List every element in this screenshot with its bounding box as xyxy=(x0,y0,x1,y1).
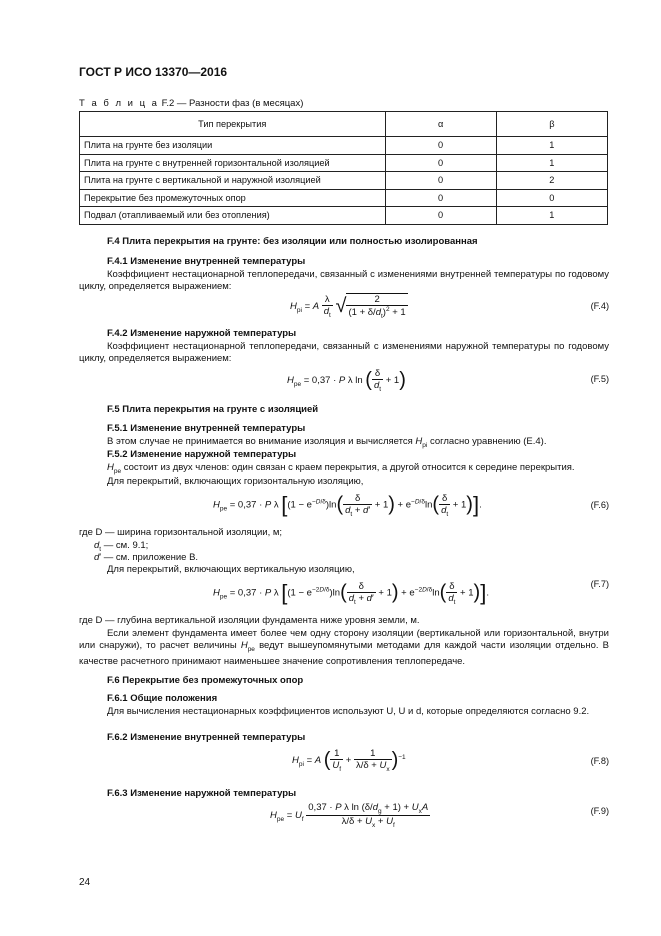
table-cell: 2 xyxy=(496,172,607,190)
formula-f9: $H_{pe} = U_f$ $\frac{0,37 \cdot P \lambda \ln (\delta/d_g + 1) + U_xA}{\lambda/\delta + U_x + U_f}$ xyxy=(270,802,429,829)
subsection-heading-f52: F.5.2 Изменение наружной температуры xyxy=(107,449,297,460)
paragraph-f41: Коэффициент нестационарной теплопередачи, связанный с изменениями внутренней температуры по годовому циклу, определяется выражением: xyxy=(79,269,609,292)
equation-number: (F.5) xyxy=(590,374,609,384)
equation-number: (F.4) xyxy=(590,301,609,311)
table-row xyxy=(80,207,608,225)
phase-difference-table xyxy=(79,111,608,225)
paragraph-f52-4: Если элемент фундамента имеет более чем одну сторону изоляции (вертикальной или горизонтальной, внутри или снаружи), то расчет величины $H_{pe}$ ведут вышеупомянутыми методами для каждой части изоляции отдельно. В качестве расчетного принимают наименьшее значение сопротивления теплопередаче. xyxy=(79,628,609,667)
table-cell: Плита на грунте с вертикальной и наружной изоляцией xyxy=(80,172,386,190)
where-clause-dt: $d_t$ — см. 9.1; xyxy=(94,540,149,553)
table-cell: Подвал (отапливаемый или без отопления) xyxy=(80,207,386,225)
where-clause-dt-text: — см. 9.1; xyxy=(101,540,149,551)
equation-number: (F.7) xyxy=(590,579,609,589)
section-heading-f6: F.6 Перекрытие без промежуточных опор xyxy=(107,675,304,686)
table-row xyxy=(80,172,608,190)
equation-number: (F.6) xyxy=(590,500,609,510)
paragraph-f51-text-b: согласно уравнению (Е.4). xyxy=(427,436,547,447)
formula-f7: $H_{pe} = 0,37 \cdot P$ λ [$(1 - e^{-2D/\delta})\ln$( $\frac{\delta}{d_t + d'}$ + $1) + e^{-2D/\delta}\ln$( $\frac{\delta}{d_t}$ + 1)]. xyxy=(213,580,489,606)
table-row xyxy=(80,189,608,207)
paragraph-f51-text-a: В этом случае не принимается во внимание изоляция и вычисляется xyxy=(107,436,416,447)
equation-number: (F.9) xyxy=(590,806,609,816)
table-row xyxy=(80,137,608,155)
table-row xyxy=(80,154,608,172)
formula-f4: $H_{pi} = A$ $\frac{\lambda}{d_t}$ √ $\frac{2}{(1 + \delta/d_t)^2 + 1}$ xyxy=(290,294,406,321)
table-cell: 0 xyxy=(385,207,496,225)
where-clause-depth: где D — глубина вертикальной изоляции фундамента ниже уровня земли, м. xyxy=(79,615,420,626)
paragraph-f51: В этом случае не принимается во внимание изоляция и вычисляется $H_{pi}$ согласно уравнению (Е.4). xyxy=(107,436,547,449)
section-heading-f5: F.5 Плита перекрытия на грунте с изоляцией xyxy=(107,404,319,415)
paragraph-f52-4-text-a: Если элемент фундамента имеет более чем одну сторону изоляции (вертикальной или горизонтальной, внутри или снаружи), то расчет величины xyxy=(79,628,609,651)
table-cell: Плита на грунте с внутренней горизонтальной изоляцией xyxy=(80,154,386,172)
column-header-beta: β xyxy=(496,112,607,137)
table-cell: 0 xyxy=(385,172,496,190)
column-header-type: Тип перекрытия xyxy=(80,112,386,137)
subsection-heading-f63: F.6.3 Изменение наружной температуры xyxy=(107,788,297,799)
table-cell: 0 xyxy=(385,189,496,207)
table-cell: 1 xyxy=(496,154,607,172)
table-caption-prefix: Т а б л и ц а xyxy=(79,98,159,109)
equation-number: (F.8) xyxy=(590,756,609,766)
page-number: 24 xyxy=(79,877,91,888)
formula-f6: $H_{pe} = 0,37 \cdot P$ λ [$(1 - e^{-D/\delta})\ln$( $\frac{\delta}{d_t + d'}$ + $1) + e^{-D/\delta}\ln$( $\frac{\delta}{d_t}$ + 1)]. xyxy=(213,492,482,518)
table-header-row xyxy=(80,112,608,137)
where-clause-dprime: d′ — см. приложение В. xyxy=(94,552,199,563)
paragraph-f52-1-text: состоит из двух членов: один связан с краем перекрытия, а другой относится к середине перекрытия. xyxy=(121,462,575,473)
paragraph-f61: Для вычисления нестационарных коэффициентов используют U, U и d, которые определяются согласно 9.2. xyxy=(107,706,590,717)
formula-f5: $H_{pe} = 0,37 \cdot P$ λ ln ( $\frac{\delta}{d_t}$ + 1) xyxy=(287,368,406,393)
where-clause-dprime-text: — см. приложение В. xyxy=(101,552,199,563)
table-cell: Перекрытие без промежуточных опор xyxy=(80,189,386,207)
paragraph-f52-3: Для перекрытий, включающих вертикальную изоляцию, xyxy=(107,564,355,575)
paragraph-f52-1: $H_{pe}$ состоит из двух членов: один связан с краем перекрытия, а другой относится к середине перекрытия. xyxy=(107,462,575,475)
table-cell: 1 xyxy=(496,207,607,225)
table-cell: Плита на грунте без изоляции xyxy=(80,137,386,155)
subsection-heading-f42: F.4.2 Изменение наружной температуры xyxy=(107,328,297,339)
document-header: ГОСТ Р ИСО 13370—2016 xyxy=(79,65,228,79)
table-cell: 0 xyxy=(385,154,496,172)
where-clause-d: где D — ширина горизонтальной изоляции, м; xyxy=(79,527,283,538)
table-cell: 1 xyxy=(496,137,607,155)
table-cell: 0 xyxy=(385,137,496,155)
paragraph-f42: Коэффициент нестационарной теплопередачи, связанный с изменениями наружной температуры по годовому циклу, определяется выражением: xyxy=(79,341,609,364)
section-heading-f4: F.4 Плита перекрытия на грунте: без изоляции или полностью изолированная xyxy=(107,236,478,247)
paragraph-f52-2: Для перекрытий, включающих горизонтальную изоляцию, xyxy=(107,476,364,487)
subsection-heading-f61: F.6.1 Общие положения xyxy=(107,693,218,704)
formula-f8: $H_{pi} = A$ ( $\frac{1}{U_f}$ + $\frac{1}{\lambda/\delta + U_x}$ )$^{-1}$ xyxy=(292,748,406,773)
table-cell: 0 xyxy=(496,189,607,207)
subsection-heading-f41: F.4.1 Изменение внутренней температуры xyxy=(107,256,306,267)
table-caption xyxy=(79,98,303,109)
subsection-heading-f62: F.6.2 Изменение внутренней температуры xyxy=(107,732,306,743)
subsection-heading-f51: F.5.1 Изменение внутренней температуры xyxy=(107,423,306,434)
table-caption-title: F.2 — Разности фаз (в месяцах) xyxy=(158,98,304,109)
column-header-alpha: α xyxy=(385,112,496,137)
paragraph-f52-4-text-b: ведут вышеупомянутыми методами для каждой части изоляции отдельно. В качестве расчетного принимают наименьшее значение сопротивления теплопередаче. xyxy=(79,640,609,667)
